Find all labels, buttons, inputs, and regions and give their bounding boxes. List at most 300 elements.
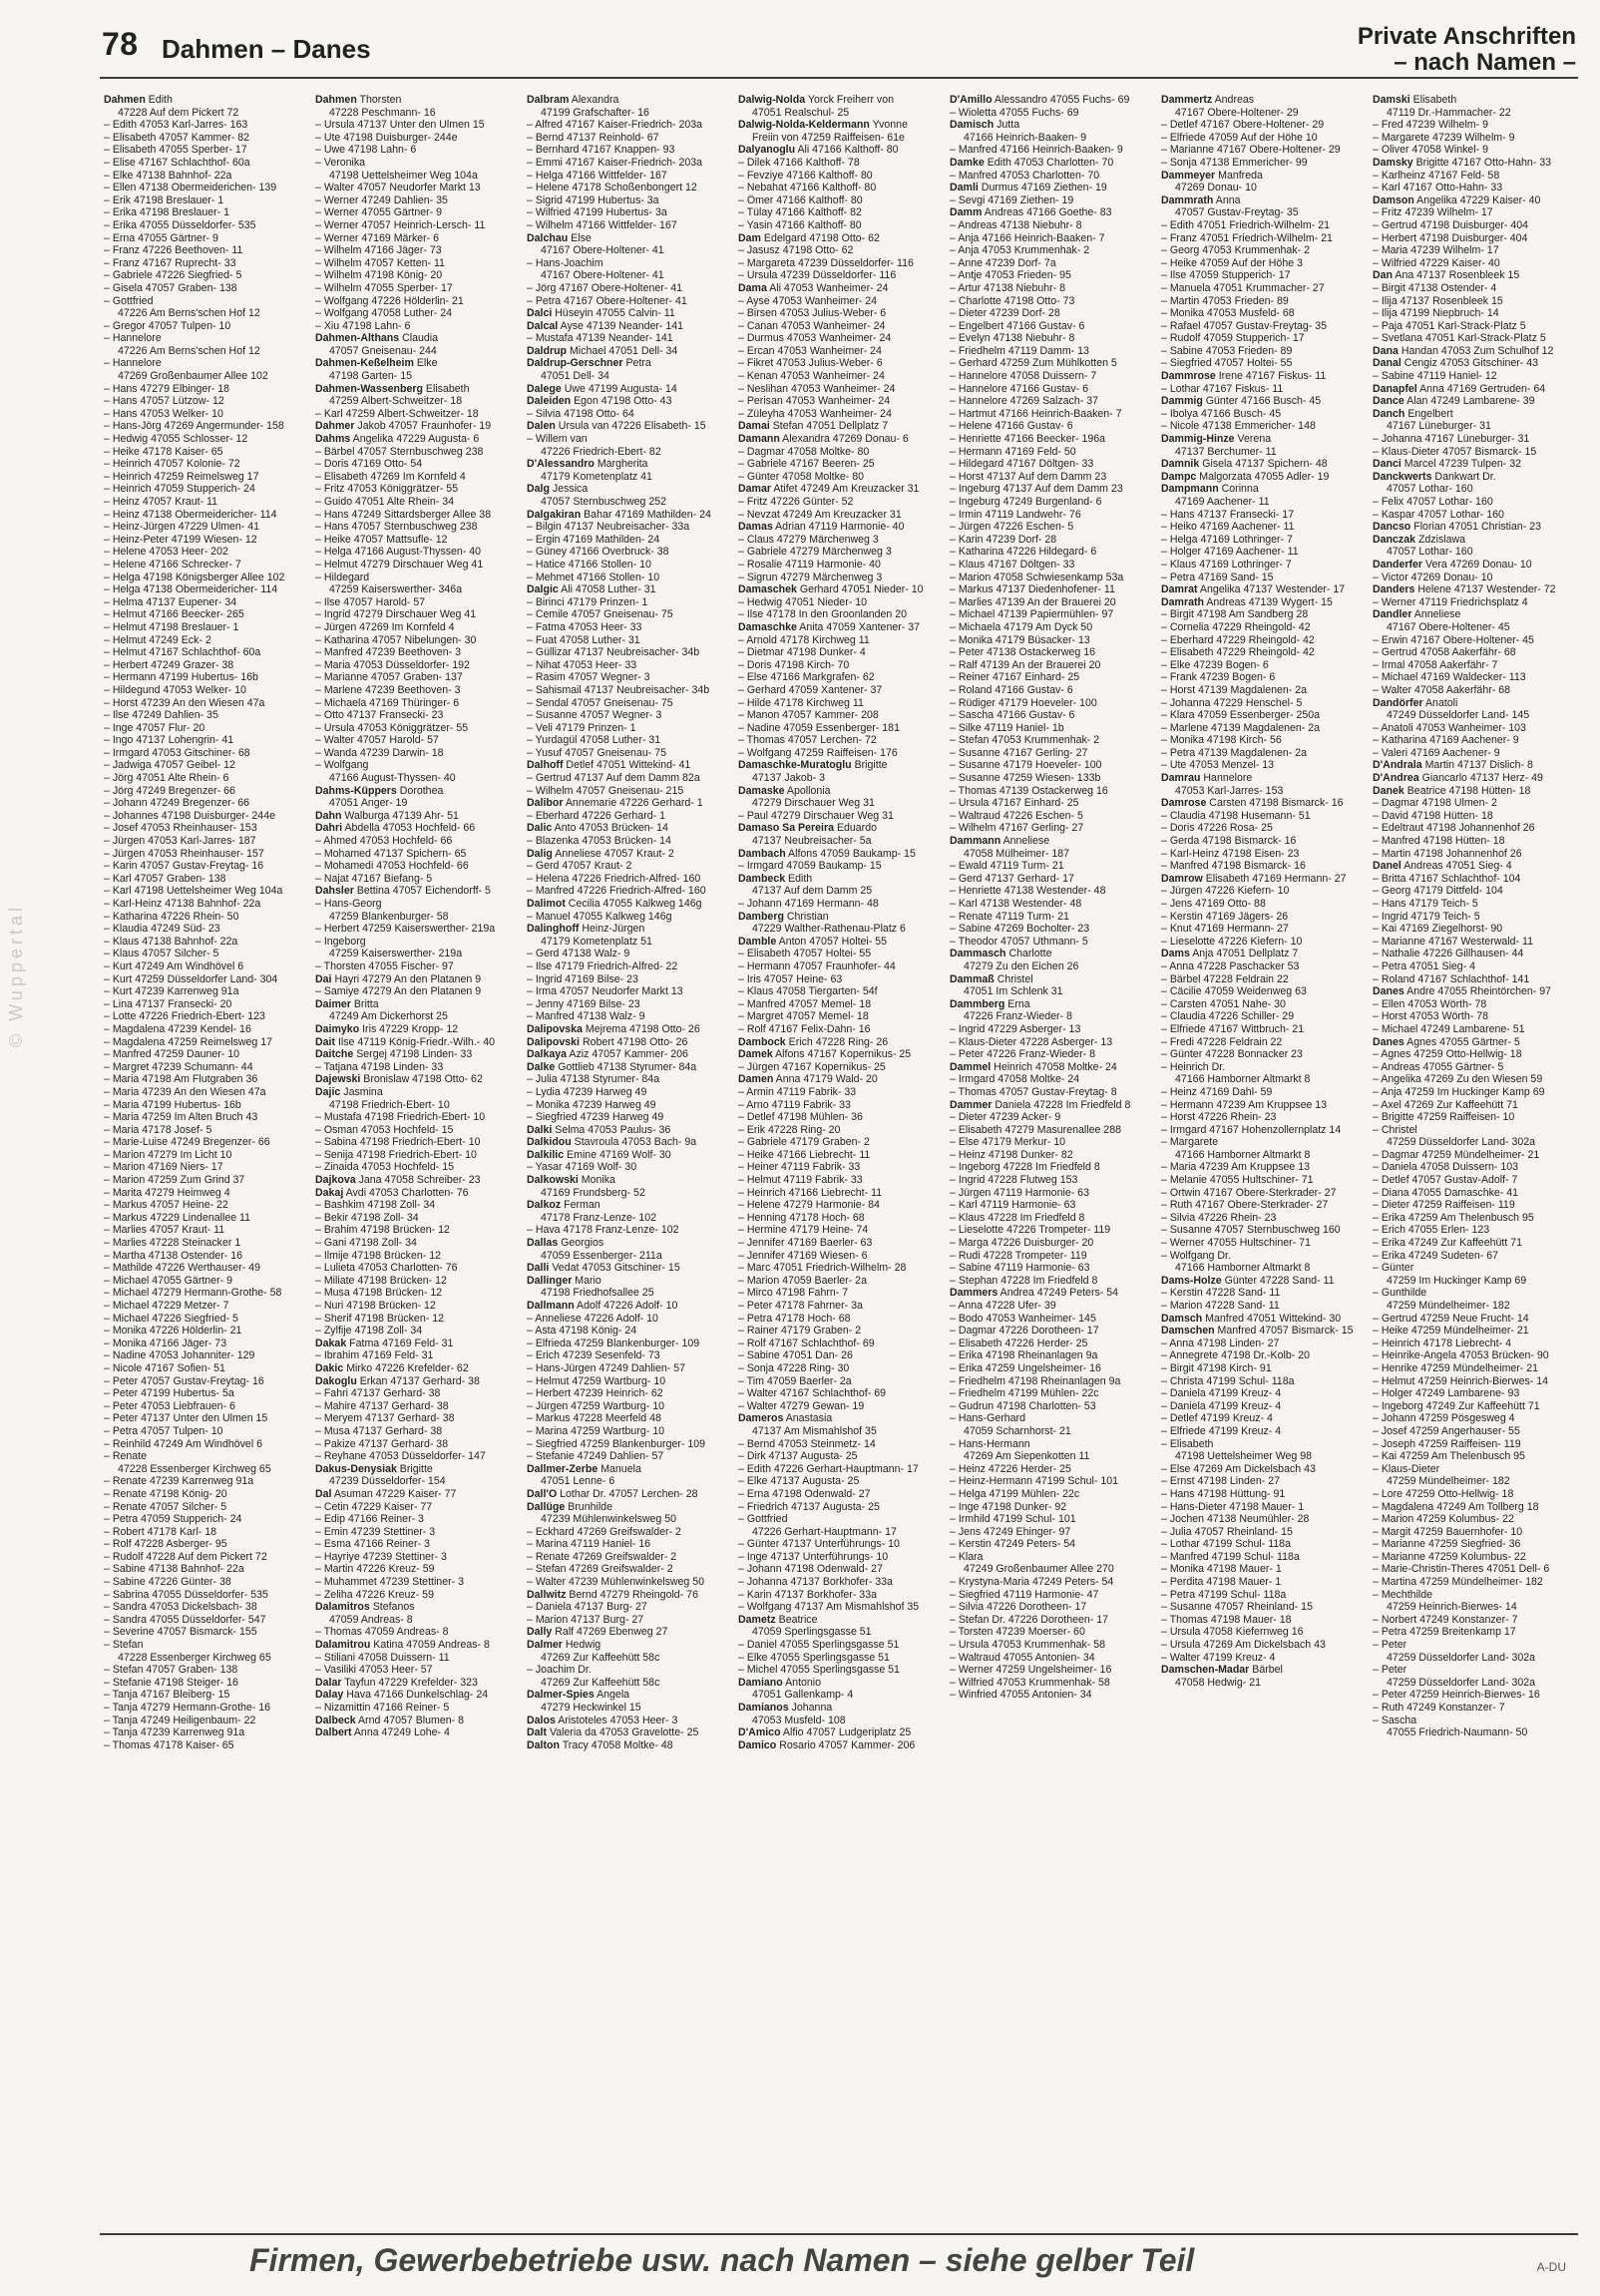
entry-details: 47198 Uettelsheimer Weg 104a xyxy=(329,169,478,182)
listing-entry xyxy=(738,1124,940,1137)
listing-entry xyxy=(527,1262,728,1275)
listing-entry xyxy=(527,1526,728,1539)
entry-surname: Dahmen-Wassenberg xyxy=(315,382,423,395)
listing-entry xyxy=(104,1237,305,1250)
listing-entry xyxy=(104,206,305,219)
listing-entry xyxy=(738,1702,940,1715)
entry-details: – Gabriele 47167 Beeren- 25 xyxy=(738,458,875,471)
entry-details: – Marlies 47228 Steinacker 1 xyxy=(104,1237,241,1250)
listing-entry xyxy=(527,282,728,295)
listing-entry xyxy=(1161,1036,1363,1049)
entry-details: – Klaus 47167 Döltgen- 33 xyxy=(950,558,1075,571)
listing-entry xyxy=(315,709,517,722)
listing-entry xyxy=(104,546,305,559)
entry-details: – Klaudia 47249 Süd- 23 xyxy=(104,923,220,936)
listing-entry xyxy=(315,835,517,848)
listing-entry xyxy=(104,534,305,547)
entry-details: Durmus 47169 Ziethen- 19 xyxy=(978,182,1107,194)
entry-details: – Gabriele 47179 Graben- 2 xyxy=(738,1136,870,1149)
entry-details: – Monika 47198 Kirch- 56 xyxy=(1161,734,1282,747)
listing-entry xyxy=(1161,509,1363,522)
entry-details: – Cetin 47229 Kaiser- 77 xyxy=(315,1500,433,1513)
listing-entry xyxy=(1373,608,1574,621)
listing-entry xyxy=(104,257,305,270)
entry-details: 47057 Lothar- 160 xyxy=(1387,546,1473,559)
entry-details: – Reiner 47167 Einhard- 25 xyxy=(950,671,1080,684)
listing-entry xyxy=(950,1387,1151,1400)
entry-details: – Sabina 47198 Friedrich-Ebert- 10 xyxy=(315,1136,481,1149)
entry-details: – Detlef 47198 Mühlen- 36 xyxy=(738,1111,863,1124)
listing-entry xyxy=(315,1010,517,1023)
entry-details: – Hermann 47239 Am Kruppsee 13 xyxy=(1161,1098,1328,1111)
listing-entry xyxy=(1373,446,1574,459)
entry-details: – Heinz-Peter 47199 Wiesen- 12 xyxy=(104,533,257,546)
entry-surname: Danderfer xyxy=(1373,558,1423,571)
listing-entry xyxy=(738,107,940,120)
listing-entry xyxy=(527,244,728,257)
entry-details: – Rosalie 47119 Harmonie- 40 xyxy=(738,558,881,571)
entry-details: – Edith 47226 Gerhart-Hauptmann- 17 xyxy=(738,1462,919,1475)
listing-entry xyxy=(1161,1048,1363,1061)
entry-details: – Bekir 47198 Zoll- 34 xyxy=(315,1211,419,1224)
entry-details: – Karl 47119 Harmonie- 63 xyxy=(950,1199,1076,1212)
listing-entry xyxy=(1373,1538,1574,1551)
entry-details: – Heike 47059 Auf der Höhe 3 xyxy=(1161,256,1303,269)
listing-entry xyxy=(1373,772,1574,785)
listing-entry xyxy=(1161,759,1363,772)
listing-entry xyxy=(1373,923,1574,936)
entry-details: 47169 Frundsberg- 52 xyxy=(541,1186,645,1199)
listing-entry xyxy=(1373,1262,1574,1275)
listing-entry xyxy=(950,1551,1151,1564)
entry-details: – Marion 47259 Zum Grind 37 xyxy=(104,1174,245,1187)
listing-entry xyxy=(738,395,940,408)
listing-entry xyxy=(527,395,728,408)
listing-entry xyxy=(315,370,517,383)
listing-entry xyxy=(315,383,517,396)
listing-entry xyxy=(738,282,940,295)
listing-entry xyxy=(527,734,728,747)
entry-details: – Ingo 47137 Lohengrin- 41 xyxy=(104,734,234,747)
entry-details: – Wilfried 47053 Krummenhak- 58 xyxy=(950,1676,1110,1689)
entry-surname: Dalinghoff xyxy=(527,923,580,936)
listing-entry xyxy=(315,1702,517,1715)
listing-entry xyxy=(527,357,728,370)
entry-surname: Dalamitros xyxy=(315,1601,370,1614)
listing-entry xyxy=(1373,1551,1574,1564)
entry-details: – Mahire 47137 Gerhard- 38 xyxy=(315,1399,449,1412)
listing-entry xyxy=(527,1677,728,1690)
entry-details: – Heike 47057 Mattsufle- 12 xyxy=(315,533,448,546)
listing-entry xyxy=(104,835,305,848)
listing-entry xyxy=(315,1626,517,1639)
listing-entry xyxy=(738,1739,940,1752)
entry-details: Anja 47051 Dellplatz 7 xyxy=(1189,948,1299,960)
listing-entry xyxy=(527,420,728,433)
entry-details: 47259 Blankenburger- 58 xyxy=(329,910,449,923)
entry-details: – Hedwig 47051 Nieder- 10 xyxy=(738,595,867,608)
entry-details: – Monika 47179 Büsacker- 13 xyxy=(950,633,1090,646)
entry-details: – Edith 47053 Karl-Jarres- 163 xyxy=(104,119,248,132)
entry-details: – Dagmar 47259 Mündelheimer- 21 xyxy=(1373,1148,1540,1161)
entry-details: – Zeliha 47226 Kreuz- 59 xyxy=(315,1588,434,1601)
entry-details: – Marc 47051 Friedrich-Wilhelm- 28 xyxy=(738,1262,907,1275)
listing-entry xyxy=(104,345,305,358)
listing-entry xyxy=(1373,998,1574,1011)
entry-surname: D'Andrea xyxy=(1373,772,1419,785)
listing-entry xyxy=(1161,1023,1363,1036)
listing-entry xyxy=(1161,873,1363,886)
listing-entry xyxy=(1161,345,1363,358)
listing-entry xyxy=(104,1614,305,1627)
entry-surname: Dakak xyxy=(315,1337,347,1349)
entry-details: – Silvia 47198 Otto- 64 xyxy=(527,407,634,420)
entry-details: 47249 Am Dickerhorst 25 xyxy=(329,1010,448,1023)
listing-entry xyxy=(1373,1124,1574,1137)
entry-details: – Züleyha 47053 Wanheimer- 24 xyxy=(738,407,892,420)
entry-details: – Meryem 47137 Gerhard- 38 xyxy=(315,1412,455,1425)
listing-entry xyxy=(527,936,728,949)
listing-entry xyxy=(950,973,1151,986)
listing-entry xyxy=(315,1149,517,1162)
entry-details: – Klaus 47138 Bahnhof- 22a xyxy=(104,935,238,948)
entry-details: Ayse 47139 Neander- 141 xyxy=(558,319,684,332)
listing-entry xyxy=(104,1375,305,1388)
entry-surname: Damson xyxy=(1373,193,1414,206)
entry-surname: Damble xyxy=(738,935,777,948)
entry-details: – Michaela 47179 Am Dyck 50 xyxy=(950,620,1093,633)
entry-surname: Dams-Holze xyxy=(1161,1274,1222,1287)
listing-entry xyxy=(1373,483,1574,496)
listing-entry xyxy=(527,496,728,509)
entry-details: – Andreas 47138 Niebuhr- 8 xyxy=(950,218,1082,231)
entry-surname: Dametz xyxy=(738,1613,776,1626)
listing-entry xyxy=(1161,936,1363,949)
listing-entry xyxy=(527,1387,728,1400)
listing-entry xyxy=(1161,848,1363,861)
entry-details: – Rolf 47228 Asberger- 95 xyxy=(104,1538,227,1551)
entry-details: – Ömer 47166 Kalthoff- 80 xyxy=(738,193,863,206)
entry-details: – Esma 47166 Reiner- 3 xyxy=(315,1538,430,1551)
listing-entry xyxy=(738,646,940,659)
listing-entry xyxy=(950,697,1151,710)
entry-details: 47169 Aachener- 11 xyxy=(1175,496,1270,508)
listing-entry xyxy=(738,948,940,960)
entry-details: – Artur 47138 Niebuhr- 8 xyxy=(950,281,1066,294)
entry-details: Anna 47169 Gertruden- 64 xyxy=(1416,382,1546,395)
listing-entry xyxy=(950,1287,1151,1300)
listing-entry xyxy=(104,898,305,911)
listing-entry xyxy=(315,1538,517,1551)
listing-entry xyxy=(1161,634,1363,647)
listing-entry xyxy=(950,1124,1151,1137)
listing-entry xyxy=(315,659,517,672)
listing-entry xyxy=(738,295,940,308)
entry-details: – Johann 47249 Bregenzer- 66 xyxy=(104,797,250,810)
entry-details: Ralf 47269 Ebenweg 27 xyxy=(552,1626,668,1639)
listing-entry xyxy=(104,1475,305,1488)
listing-entry xyxy=(1161,709,1363,722)
listing-entry xyxy=(738,1677,940,1690)
listing-entry xyxy=(738,671,940,684)
entry-details: – Reinhild 47249 Am Windhövel 6 xyxy=(104,1437,263,1450)
entry-details: – Petra 47199 Schul- 118a xyxy=(1161,1588,1287,1601)
listing-entry xyxy=(950,646,1151,659)
listing-entry xyxy=(527,810,728,823)
listing-entry xyxy=(315,797,517,810)
entry-details: – Helmut 47249 Eck- 2 xyxy=(104,633,211,646)
listing-entry xyxy=(1373,1702,1574,1715)
listing-entry xyxy=(738,182,940,194)
listing-entry xyxy=(1373,1136,1574,1149)
entry-surname: Dalhoff xyxy=(527,759,564,772)
entry-details: – Osman 47053 Hochfeld- 15 xyxy=(315,1123,454,1136)
entry-details: – Markus 47057 Heine- 22 xyxy=(104,1199,228,1212)
listing-entry xyxy=(1161,1300,1363,1313)
entry-details: Petra xyxy=(622,357,651,370)
listing-entry xyxy=(104,1086,305,1099)
entry-details: – Renate 47198 König- 20 xyxy=(104,1487,227,1500)
listing-entry xyxy=(104,772,305,785)
entry-surname: Dalwig-Nolda-Keldermann xyxy=(738,119,870,132)
entry-details: – Marianne 47259 Siegfried- 36 xyxy=(1373,1538,1521,1551)
listing-entry xyxy=(104,194,305,207)
listing-entry xyxy=(104,232,305,245)
entry-details: – Kurt 47259 Düsseldorfer Land- 304 xyxy=(104,972,278,985)
entry-details: – Birgit 47138 Ostender- 4 xyxy=(1373,281,1497,294)
listing-entry xyxy=(1161,1073,1363,1086)
listing-entry xyxy=(104,94,305,107)
entry-details: – Klaus-Dieter 47057 Bismarck- 15 xyxy=(1373,445,1537,458)
listing-entry xyxy=(738,1250,940,1263)
listing-entry xyxy=(104,107,305,120)
entry-details: – Horst 47226 Rhein- 23 xyxy=(1161,1111,1277,1124)
entry-details: – Hartmut 47166 Heinrich-Baaken- 7 xyxy=(950,407,1122,420)
entry-surname: Daldrup-Gerschner xyxy=(527,357,623,370)
listing-entry xyxy=(527,1313,728,1326)
listing-entry xyxy=(950,458,1151,471)
listing-entry xyxy=(1161,646,1363,659)
listing-entry xyxy=(527,132,728,145)
listing-entry xyxy=(1373,885,1574,898)
listing-entry xyxy=(950,232,1151,245)
entry-details: – Hans-Hermann xyxy=(950,1437,1030,1450)
listing-entry xyxy=(738,1626,940,1639)
listing-column-2 xyxy=(315,94,517,2226)
listing-entry xyxy=(104,395,305,408)
listing-entry xyxy=(315,1463,517,1476)
listing-entry xyxy=(315,1086,517,1099)
entry-surname: Dalkowski xyxy=(527,1174,579,1187)
listing-entry xyxy=(950,282,1151,295)
listing-entry xyxy=(527,1589,728,1602)
listing-entry xyxy=(527,433,728,446)
entry-details: – Willem van xyxy=(527,433,588,446)
entry-surname: Dancso xyxy=(1373,521,1411,534)
listing-entry xyxy=(527,370,728,383)
listing-entry xyxy=(104,596,305,609)
entry-details: Hayri 47279 An den Platanen 9 xyxy=(331,972,482,985)
listing-entry xyxy=(950,797,1151,810)
entry-details: – Magdalena 47259 Reimelsweg 17 xyxy=(104,1035,273,1048)
listing-entry xyxy=(527,873,728,886)
entry-details: – Helga 47166 August-Thyssen- 40 xyxy=(315,546,482,559)
entry-details: – Waltraud 47055 Antonien- 34 xyxy=(950,1651,1095,1664)
entry-surname: Dalki xyxy=(527,1123,553,1136)
entry-details: – Wilhelm 47055 Sperber- 17 xyxy=(315,281,453,294)
listing-entry xyxy=(950,383,1151,396)
listing-entry xyxy=(1161,1551,1363,1564)
listing-entry xyxy=(315,1300,517,1313)
entry-details: Jessica xyxy=(549,483,589,496)
listing-entry xyxy=(738,269,940,282)
entry-details: – Erika 47198 Rheinanlagen 9a xyxy=(950,1349,1098,1362)
listing-entry xyxy=(1161,1099,1363,1112)
listing-entry xyxy=(950,1161,1151,1174)
entry-details: – Ralf 47139 An der Brauerei 20 xyxy=(950,658,1101,671)
listing-entry xyxy=(950,960,1151,973)
listing-entry xyxy=(950,1677,1151,1690)
listing-entry xyxy=(1161,596,1363,609)
listing-entry xyxy=(1161,357,1363,370)
listing-entry xyxy=(527,998,728,1011)
listing-entry xyxy=(1373,1048,1574,1061)
entry-details: – Hildegund 47053 Welker- 10 xyxy=(104,683,246,696)
entry-details: – Bärbel 47228 Feldrain 22 xyxy=(1161,972,1289,985)
entry-details: – Walter 47279 Gewan- 19 xyxy=(738,1399,865,1412)
entry-surname: Dallwitz xyxy=(527,1588,567,1601)
listing-entry xyxy=(1373,684,1574,697)
entry-details: – Manfred 47166 Heinrich-Baaken- 9 xyxy=(950,144,1123,157)
entry-details: Michael 47051 Dell- 34 xyxy=(567,344,678,357)
listing-entry xyxy=(315,810,517,823)
entry-details: Dankwart Dr. xyxy=(1431,470,1496,483)
listing-entry xyxy=(1373,1677,1574,1690)
entry-details: – Daniela 47199 Kreuz- 4 xyxy=(1161,1387,1282,1400)
entry-details: Aziz 47057 Kammer- 206 xyxy=(567,1048,688,1061)
listing-entry xyxy=(950,1099,1151,1112)
entry-details: – Mohamedi 47053 Hochfeld- 66 xyxy=(315,860,469,873)
listing-entry xyxy=(104,911,305,924)
entry-details: – Mustafa 47139 Neander- 141 xyxy=(527,332,673,345)
entry-details: 47259 Mündelheimer- 182 xyxy=(1387,1300,1510,1312)
entry-details: – Elisabeth 47229 Rheingold- 42 xyxy=(1161,646,1315,659)
entry-details: – Wilhelm 47167 Gerling- 27 xyxy=(950,822,1084,835)
entry-details: – Wolfgang xyxy=(315,759,369,772)
listing-entry xyxy=(1373,433,1574,446)
entry-details: – Sigrun 47279 Märchenweg 3 xyxy=(738,571,883,583)
entry-details: – Michael 47139 Papiermühlen- 97 xyxy=(950,608,1114,621)
entry-surname: Dammrath xyxy=(1161,193,1214,206)
entry-details: – Erika 47249 Zur Kaffeehütt 71 xyxy=(1373,1237,1522,1250)
listing-entry xyxy=(1161,144,1363,157)
listing-entry xyxy=(104,1400,305,1413)
entry-details: – Erich 47239 Sesenfeld- 73 xyxy=(527,1349,660,1362)
entry-details: 47259 Mündelheimer- 182 xyxy=(1387,1475,1510,1488)
entry-details: – Gisela 47057 Graben- 138 xyxy=(104,281,237,294)
entry-details: – Wolfgang 47259 Raiffeisen- 176 xyxy=(738,746,898,759)
entry-details: Helene 47137 Westender- 72 xyxy=(1414,583,1556,596)
listing-entry xyxy=(950,1262,1151,1275)
entry-surname: Damschen-Madar xyxy=(1161,1664,1250,1677)
listing-entry xyxy=(104,1161,305,1174)
entry-details: Ali 47058 Luther- 31 xyxy=(558,583,656,596)
listing-entry xyxy=(527,1626,728,1639)
entry-details: – Margret 47239 Schumann- 44 xyxy=(104,1060,253,1073)
entry-surname: Damaso Sa Pereira xyxy=(738,822,834,835)
listing-entry xyxy=(950,1149,1151,1162)
entry-details: – Manfred 47057 Memel- 18 xyxy=(738,997,872,1010)
entry-details: – Fred 47239 Wilhelm- 9 xyxy=(1373,119,1488,132)
entry-details: – Kerstin 47249 Peters- 54 xyxy=(950,1538,1076,1551)
listing-entry xyxy=(1161,483,1363,496)
listing-entry xyxy=(738,1614,940,1627)
entry-details: – Senija 47198 Friedrich-Ebert- 10 xyxy=(315,1148,477,1161)
listing-entry xyxy=(315,1338,517,1350)
entry-details: – Anja 47166 Heinrich-Baaken- 7 xyxy=(950,231,1105,244)
entry-surname: Dalimot xyxy=(527,898,566,910)
listing-entry xyxy=(527,546,728,559)
entry-details: 47228 Essenberger Kirchweg 65 xyxy=(118,1462,271,1475)
listing-entry xyxy=(1161,1325,1363,1338)
listing-entry xyxy=(104,1362,305,1375)
entry-surname: Danek xyxy=(1373,784,1404,797)
listing-entry xyxy=(1161,985,1363,998)
listing-entry xyxy=(527,1614,728,1627)
listing-entry xyxy=(738,722,940,735)
listing-entry xyxy=(1373,1425,1574,1438)
listing-entry xyxy=(1373,785,1574,798)
listing-entry xyxy=(738,1375,940,1388)
entry-details: – Marianne 47167 Westerwald- 11 xyxy=(1373,935,1533,948)
listing-entry xyxy=(104,1601,305,1614)
entry-details: – Renate 47239 Karrenweg 91a xyxy=(104,1475,254,1488)
entry-details: Martin 47137 Dislich- 8 xyxy=(1421,759,1533,772)
entry-details: – Annegrete 47198 Dr.-Kolb- 20 xyxy=(1161,1349,1311,1362)
entry-details: – Heinrich 47178 Liebrecht- 4 xyxy=(1373,1337,1511,1349)
entry-details: – Rasim 47057 Wegner- 3 xyxy=(527,671,650,684)
entry-details: – Hans-Georg xyxy=(315,898,382,910)
entry-details: Heinrich 47058 Moltke- 24 xyxy=(991,1060,1117,1073)
listing-entry xyxy=(950,835,1151,848)
listing-entry xyxy=(950,1513,1151,1526)
entry-details: – Elisabeth 47279 Masurenallee 288 xyxy=(950,1123,1121,1136)
listing-entry xyxy=(527,471,728,484)
listing-entry xyxy=(950,509,1151,522)
entry-surname: Dammasch xyxy=(950,948,1006,960)
listing-entry xyxy=(950,269,1151,282)
entry-details: – Helmut 47167 Schlachthof- 60a xyxy=(104,646,261,659)
listing-entry xyxy=(104,383,305,396)
listing-entry xyxy=(738,1237,940,1250)
listing-entry xyxy=(950,1475,1151,1488)
entry-details: – Petra 47051 Sieg- 4 xyxy=(1373,959,1476,972)
listing-entry xyxy=(950,320,1151,333)
entry-details: 47226 Gerhart-Hauptmann- 17 xyxy=(752,1525,897,1538)
entry-details: – Krystyna-Maria 47249 Peters- 54 xyxy=(950,1576,1114,1589)
entry-details: – Helmut 47259 Wartburg- 10 xyxy=(527,1374,666,1387)
entry-details: Gisela 47137 Spichern- 48 xyxy=(1199,458,1328,471)
listing-entry xyxy=(1373,747,1574,760)
listing-entry xyxy=(527,1287,728,1300)
listing-entry xyxy=(738,1601,940,1614)
entry-details: – Hannelore xyxy=(104,357,162,370)
entry-details: Uwe 47199 Augusta- 14 xyxy=(561,382,677,395)
listing-entry xyxy=(738,1099,940,1112)
listing-entry xyxy=(1373,1589,1574,1602)
listing-entry xyxy=(738,759,940,772)
listing-entry xyxy=(1373,1626,1574,1639)
